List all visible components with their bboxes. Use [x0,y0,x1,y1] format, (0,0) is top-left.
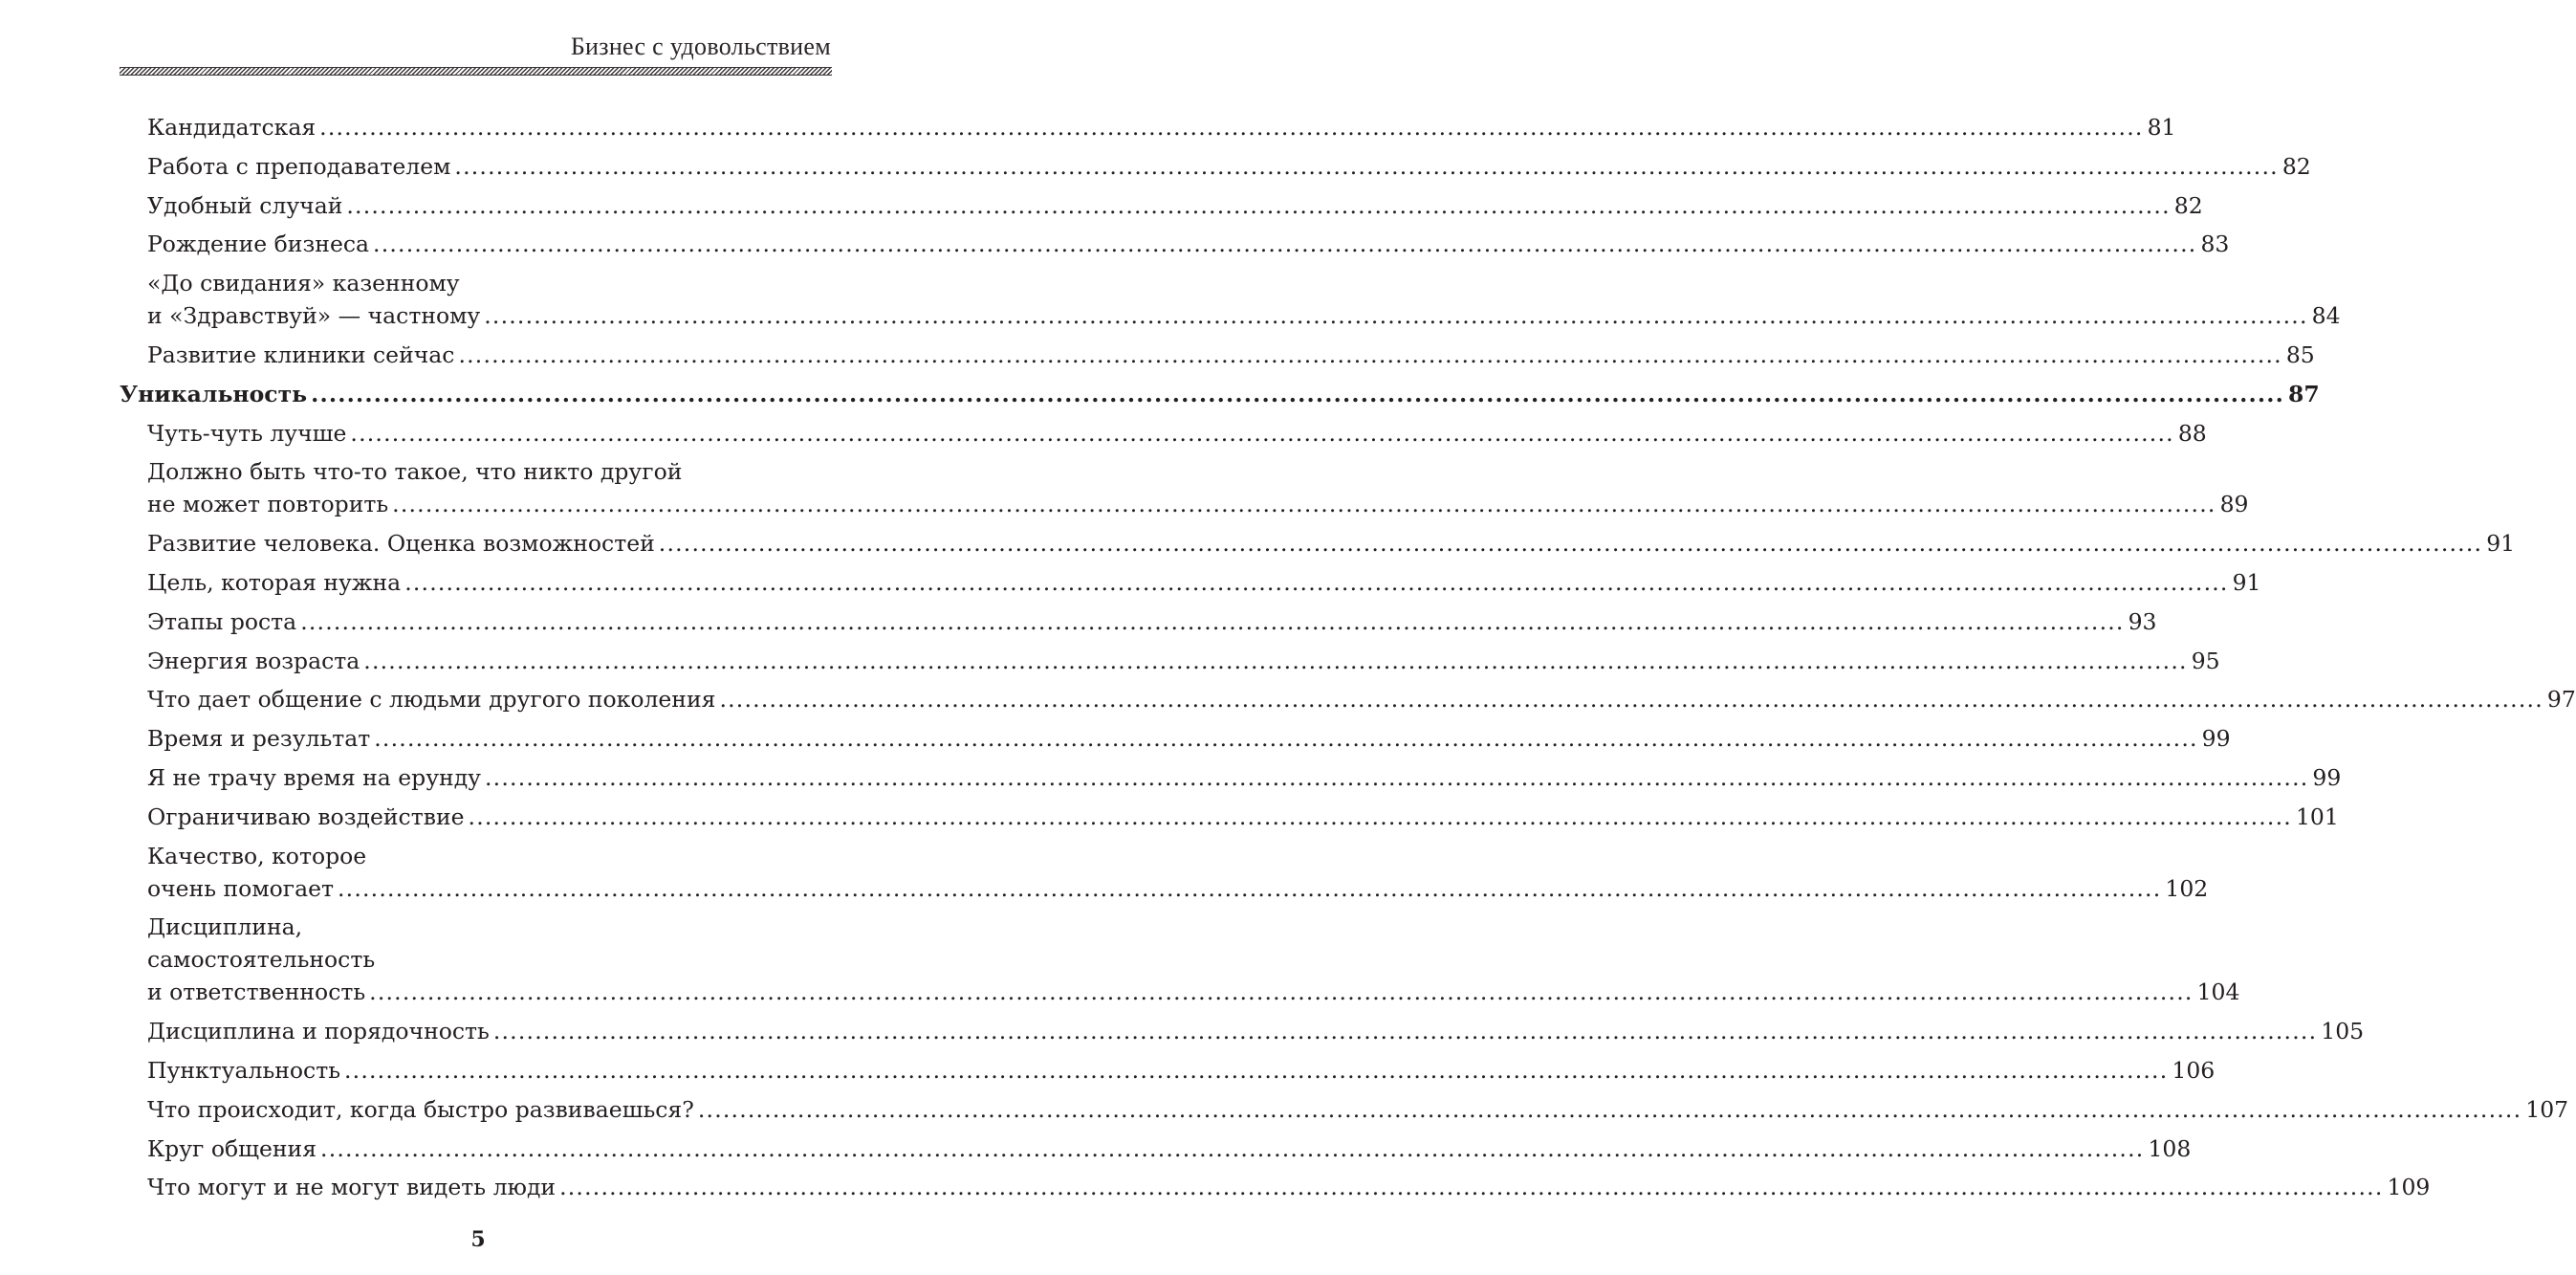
toc-entry-line [147,527,2516,560]
dot-leader: ............................................................................................................................................................................................................................ [392,491,2216,518]
toc-entry-title: Цель, которая нужна [147,568,402,596]
toc-chapter-entry [120,378,2320,410]
toc-entry [120,683,2576,715]
toc-entry-title-line: Должно быть что-то такое, что никто другой [147,458,683,486]
toc-entry [120,911,2240,1008]
toc-entry [120,566,2261,599]
toc-entry-line [147,488,2249,520]
toc-entry-line [147,872,2209,905]
dot-leader: ............................................................................................................................................................................................................................ [373,231,2197,258]
toc-entry-title: Развитие человека. Оценка возможностей [147,530,655,558]
toc-entry-line [147,1093,2569,1126]
toc-entry-line [147,605,2157,638]
toc-entry-title: Время и результат [147,725,371,753]
dot-leader: ............................................................................................................................................................................................................................ [300,607,2125,635]
toc-entry-title: и «Здравствуй» — частному [147,302,481,330]
toc-entry-line [147,339,2315,371]
toc-entry-line [147,111,2176,143]
toc-entry-page: 91 [2232,568,2261,596]
toc-entry-title: Я не трачу время на ерунду [147,763,482,791]
dot-leader: ............................................................................................................................................................................................................................ [454,152,2279,180]
dot-leader: ............................................................................................................................................................................................................................ [559,1174,2384,1201]
toc-entry-page: 87 [2288,380,2320,407]
toc-entry-line [147,150,2311,183]
toc-entry-page: 107 [2525,1095,2569,1123]
running-head-title: Бизнес с удовольствием [570,33,831,60]
toc-entry [120,1054,2216,1087]
dot-leader: ............................................................................................................................................................................................................................ [374,725,2198,753]
toc-entry-line [147,801,2339,833]
toc-entry [120,1171,2431,1203]
toc-entry-page: 102 [2165,874,2209,902]
dot-leader: ............................................................................................................................................................................................................................ [346,191,2171,219]
toc-entry [120,645,2220,677]
toc-entry-page: 97 [2546,686,2576,714]
toc-entry [120,527,2516,560]
toc-entry-title-line: Дисциплина, [147,913,303,941]
toc-entry [120,605,2157,638]
toc-entry-title-line: Качество, которое [147,842,367,869]
toc-entry [120,228,2230,260]
toc-entry-title: и ответственность [147,978,366,1006]
toc-entry-line [147,1132,2192,1165]
toc-entry-title: очень помогает [147,874,334,902]
dot-leader: ............................................................................................................................................................................................................................ [311,380,2285,407]
toc-entry-title: Кандидатская [147,114,317,141]
toc-entry-title-line: самостоятельность [147,946,376,974]
toc-entry [120,801,2339,833]
toc-entry-line [147,228,2230,260]
toc-entry-page: 91 [2486,530,2516,558]
toc-entry [120,189,2203,222]
dot-leader: ............................................................................................................................................................................................................................ [485,763,2309,791]
toc-entry-line [147,645,2220,677]
toc-entry-line [147,976,2240,1008]
dot-leader: ............................................................................................................................................................................................................................ [458,341,2282,368]
dot-leader: ............................................................................................................................................................................................................................ [697,1095,2522,1123]
toc-entry-page: 81 [2147,114,2176,141]
toc-entry [120,1093,2569,1126]
dot-leader: ............................................................................................................................................................................................................................ [492,1018,2318,1045]
toc-entry-page: 104 [2196,978,2240,1006]
toc-entry-page: 109 [2387,1174,2431,1201]
toc-entry-title: Круг общения [147,1134,317,1162]
header-rule [120,67,832,76]
toc-entry-page: 83 [2200,231,2230,258]
toc-entry-page: 106 [2172,1056,2216,1084]
toc-entry-page: 82 [2173,191,2203,219]
toc-entry-title: Энергия возраста [147,647,360,674]
toc-entry-title: Что происходит, когда быстро развиваешься? [147,1095,694,1123]
toc-entry [120,1015,2365,1047]
toc-entry-title: Этапы роста [147,607,297,635]
toc-entry [120,722,2231,755]
toc-entry-line [147,566,2261,599]
dot-leader: ............................................................................................................................................................................................................................ [719,686,2543,714]
toc-entry-title: Работа с преподавателем [147,152,451,180]
toc-entry [120,150,2311,183]
toc-entry-line [147,417,2207,450]
toc-entry-line [147,1015,2365,1047]
toc-entry-title: не может повторить [147,491,389,518]
toc-entry-title: Развитие клиники сейчас [147,341,455,368]
toc-entry-page: 99 [2312,763,2342,791]
toc-entry [120,455,2249,520]
toc-entry-page: 89 [2219,491,2249,518]
dot-leader: ............................................................................................................................................................................................................................ [319,114,2144,141]
toc-entry-line [120,378,2320,410]
toc-entry-line [147,299,2341,332]
toc-entry-title: Чуть-чуть лучше [147,419,347,447]
toc-entry [120,761,2342,794]
toc-entry-page: 101 [2295,802,2339,830]
toc-entry-title: Что дает общение с людьми другого поколения [147,686,716,714]
toc-entry-title: Пунктуальность [147,1056,340,1084]
dot-leader: ............................................................................................................................................................................................................................ [350,419,2174,447]
toc-entry-title: Что могут и не могут видеть люди [147,1174,557,1201]
toc-entry-line [147,1054,2216,1087]
toc-entry-line [147,189,2203,222]
toc-entry-line [147,683,2576,715]
toc-entry-line [147,1171,2431,1203]
toc-entry-page: 85 [2285,341,2315,368]
dot-leader: ............................................................................................................................................................................................................................ [404,568,2229,596]
toc-entry [120,1132,2192,1165]
toc-entry-page: 93 [2128,607,2157,635]
page-number: 5 [470,1227,486,1252]
toc-entry-title: Ограничиваю воздействие [147,802,465,830]
toc-entry [120,267,2341,332]
toc-entry-title: Уникальность [120,380,308,407]
dot-leader: ............................................................................................................................................................................................................................ [338,874,2162,902]
toc-entry-line [147,761,2342,794]
dot-leader: ............................................................................................................................................................................................................................ [658,530,2483,558]
dot-leader: ............................................................................................................................................................................................................................ [468,802,2292,830]
toc-entry [120,339,2315,371]
toc-entry-page: 108 [2148,1134,2192,1162]
table-of-contents [120,111,2576,1210]
dot-leader: ............................................................................................................................................................................................................................ [344,1056,2169,1084]
dot-leader: ............................................................................................................................................................................................................................ [484,302,2308,330]
toc-entry-page: 84 [2311,302,2341,330]
toc-entry-page: 95 [2191,647,2220,674]
toc-entry-title-line: «До свидания» казенному [147,270,460,297]
dot-leader: ............................................................................................................................................................................................................................ [369,978,2194,1006]
toc-entry-title: Удобный случай [147,191,343,219]
toc-entry-page: 105 [2321,1018,2365,1045]
toc-entry-title: Рождение бизнеса [147,231,370,258]
toc-entry-title: Дисциплина и порядочность [147,1018,490,1045]
toc-entry-page: 82 [2281,152,2311,180]
toc-entry [120,111,2176,143]
toc-entry-page: 88 [2177,419,2207,447]
toc-entry [120,840,2209,905]
dot-leader: ............................................................................................................................................................................................................................ [320,1134,2145,1162]
toc-entry [120,417,2207,450]
dot-leader: ............................................................................................................................................................................................................................ [363,647,2188,674]
toc-entry-page: 99 [2201,725,2231,753]
toc-entry-line [147,722,2231,755]
